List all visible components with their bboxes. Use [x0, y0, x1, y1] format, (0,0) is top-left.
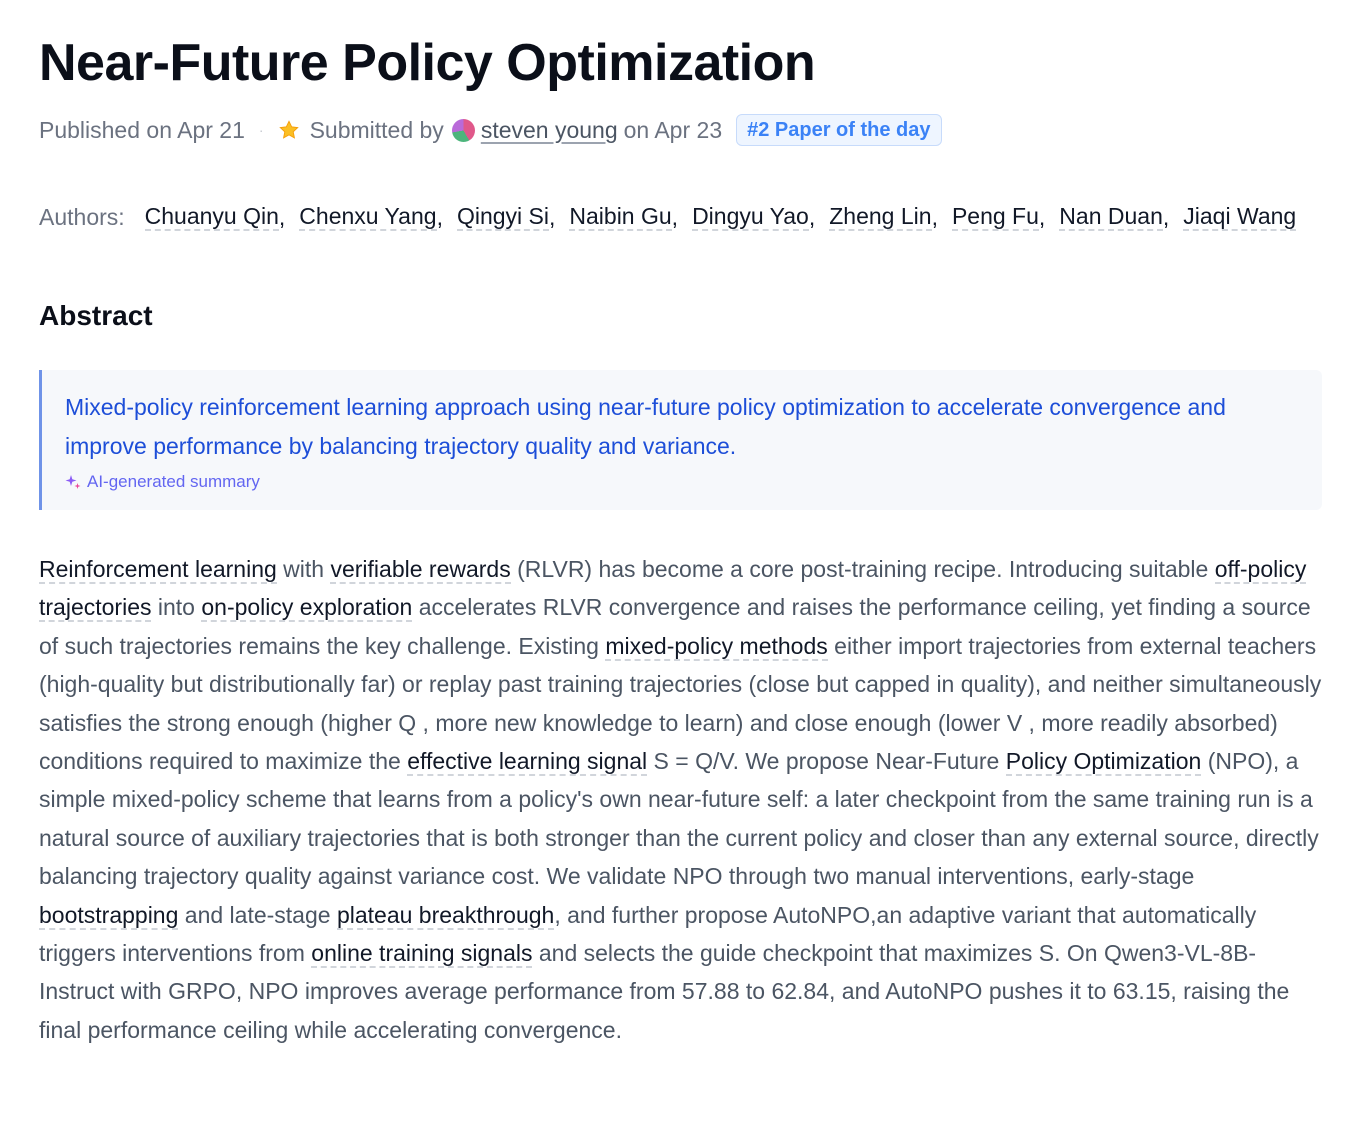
author-link[interactable]: Naibin Gu [569, 203, 672, 229]
author-link[interactable]: Jiaqi Wang [1183, 203, 1297, 229]
term-link[interactable]: mixed-policy methods [605, 632, 828, 659]
author-separator: , [436, 203, 443, 230]
abstract-text: , and further propose AutoNPO,an adaptive variant that automatically triggers interventions from [39, 901, 1257, 967]
ai-summary-note-label: AI-generated summary [87, 472, 260, 491]
abstract-text: with [276, 556, 331, 582]
abstract-text: accelerates RLVR convergence and raises the performance ceiling, yet finding a source of such trajectories remains the key challenge. Existing [39, 594, 1311, 659]
term-link[interactable]: off-policy trajectories [39, 556, 1307, 621]
ai-summary-text: Mixed-policy reinforcement learning approach using near-future policy optimization to accelerate convergence and improve performance by balancing trajectory quality and variance. [65, 394, 1226, 459]
abstract-text: (RLVR) has become a core post-training recipe. Introducing suitable [510, 556, 1215, 582]
author-link[interactable]: Zheng Lin [829, 203, 932, 229]
paper-title: Near-Future Policy Optimization [39, 34, 816, 92]
author-separator: , [278, 203, 286, 230]
abstract-text: and selects the guide checkpoint that maximizes S. On Qwen3-VL-8B-Instruct with GRPO, NPO improves average performance from 57.88 to 62.84, and AutoNPO pushes it to 63.15, raising the final performance ceiling while accelerating convergence. [39, 940, 1290, 1043]
authors-label: Authors: [39, 203, 125, 230]
term-link[interactable]: online training signals [311, 940, 533, 967]
paper-of-the-day-badge[interactable]: #2 Paper of the day [736, 114, 941, 146]
term-link[interactable]: bootstrapping [39, 901, 179, 928]
ai-summary-note [65, 472, 1298, 492]
abstract-text: either import trajectories from external teachers (high-quality but distributionally far) or replay past training trajectories (close but capped in quality), and neither simultaneously satisfies the strong enough (higher Q , more new knowledge to learn) and close enough (lower V , more readily absorbed) conditions required to maximize the [39, 632, 1322, 775]
author-link[interactable]: Qingyi Si [456, 203, 549, 229]
author-link[interactable]: Dingyu Yao [692, 203, 809, 229]
author-separator: , [671, 203, 679, 230]
paper-meta [39, 112, 1322, 148]
abstract-text: into [151, 594, 202, 621]
submitted-by-label: Submitted by [309, 116, 444, 143]
sparkle-icon [65, 474, 81, 490]
author-link[interactable]: Chuanyu Qin [144, 203, 279, 229]
author-separator: , [549, 203, 556, 230]
authors-list [39, 200, 1322, 234]
author-link[interactable]: Peng Fu [951, 203, 1039, 229]
abstract-heading: Abstract [39, 300, 153, 331]
author-separator: , [1162, 203, 1170, 230]
term-link[interactable]: verifiable rewards [330, 556, 511, 582]
abstract-text: (NPO), a simple mixed-policy scheme that learns from a policy's own near-future self: a later checkpoint from the same training run is a natural source of auxiliary trajectories that is both stronger than the current policy and closer than any external source, directly balancing trajectory quality against variance cost. We validate NPO through two manual interventions, early-stage [39, 748, 1319, 890]
abstract-body [39, 550, 1322, 1049]
meta-separator: · [258, 122, 264, 138]
author-separator: , [931, 203, 938, 230]
term-link[interactable]: effective learning signal [407, 748, 648, 775]
published-date: Published on Apr 21 [39, 116, 245, 143]
abstract-text: S = Q/V. We propose Near-Future [647, 748, 1006, 775]
term-link[interactable]: Policy Optimization [1005, 748, 1202, 775]
ai-summary-box [39, 370, 1322, 510]
author-link[interactable]: Nan Duan [1059, 203, 1163, 229]
submitter-link[interactable]: steven young [480, 116, 618, 143]
submitted-date: on Apr 23 [623, 116, 723, 143]
avatar[interactable] [452, 119, 475, 142]
star-icon [278, 119, 300, 141]
author-link[interactable]: Chenxu Yang [299, 203, 437, 229]
author-separator: , [1038, 203, 1046, 230]
abstract-text: and late-stage [178, 901, 337, 928]
term-link[interactable]: plateau breakthrough [336, 901, 555, 928]
term-link[interactable]: on-policy exploration [201, 594, 413, 621]
term-link[interactable]: Reinforcement learning [39, 556, 277, 582]
author-separator: , [808, 203, 816, 230]
